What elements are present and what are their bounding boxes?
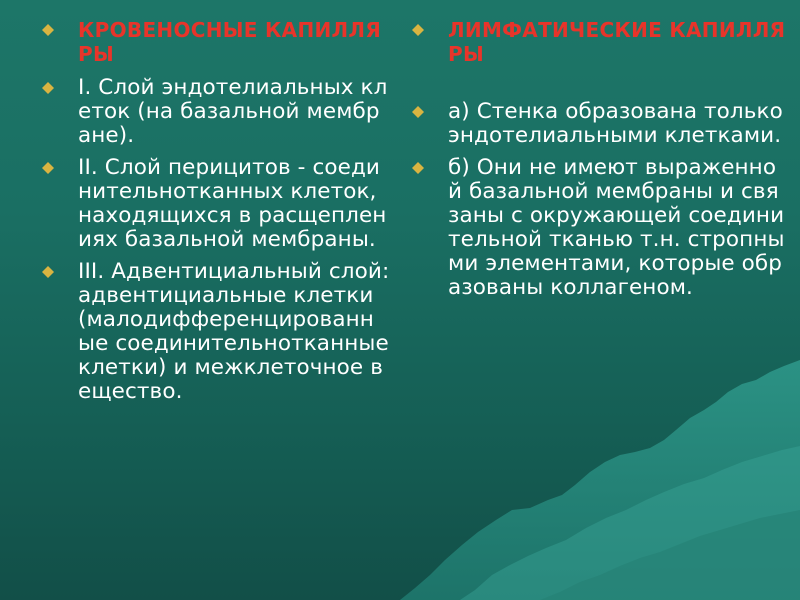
right-column bbox=[410, 18, 790, 308]
diamond-bullet-icon bbox=[42, 266, 54, 278]
list-item bbox=[410, 100, 790, 148]
left-column bbox=[40, 18, 390, 412]
diamond-bullet-icon bbox=[42, 24, 54, 36]
list-item bbox=[40, 260, 390, 404]
left-column-heading bbox=[40, 18, 390, 66]
list-item-text: а) Стенка образована только эндотелиальными клетками. bbox=[448, 99, 783, 148]
list-item-text: II. Слой перицитов - соединительнотканных клеток, находящихся в расщеплениях базальной мембраны. bbox=[78, 155, 387, 252]
diamond-bullet-icon bbox=[42, 162, 54, 174]
diamond-bullet-icon bbox=[42, 82, 54, 94]
diamond-bullet-icon bbox=[412, 162, 424, 174]
diamond-bullet-icon bbox=[412, 106, 424, 118]
list-item bbox=[40, 76, 390, 148]
list-item-text: III. Адвентициальный слой: адвентициальные клетки (малодифференцированные соединительнотканные клетки) и межклеточное вещество. bbox=[78, 259, 390, 404]
list-item bbox=[40, 156, 390, 252]
diamond-bullet-icon bbox=[412, 24, 424, 36]
right-heading-text: ЛИМФАТИЧЕСКИЕ КАПИЛЛЯРЫ bbox=[448, 18, 786, 66]
list-item-text: I. Слой эндотелиальных клеток (на базальной мембране). bbox=[78, 75, 388, 148]
list-item-text: б) Они не имеют выраженной базальной мембраны и связаны с окружающей соединительной тканью т.н. стропными элементами, которые образованы коллагеном. bbox=[448, 155, 785, 300]
left-heading-text: КРОВЕНОСНЫЕ КАПИЛЛЯРЫ bbox=[78, 18, 382, 66]
right-column-heading bbox=[410, 18, 790, 66]
list-item bbox=[410, 156, 790, 300]
